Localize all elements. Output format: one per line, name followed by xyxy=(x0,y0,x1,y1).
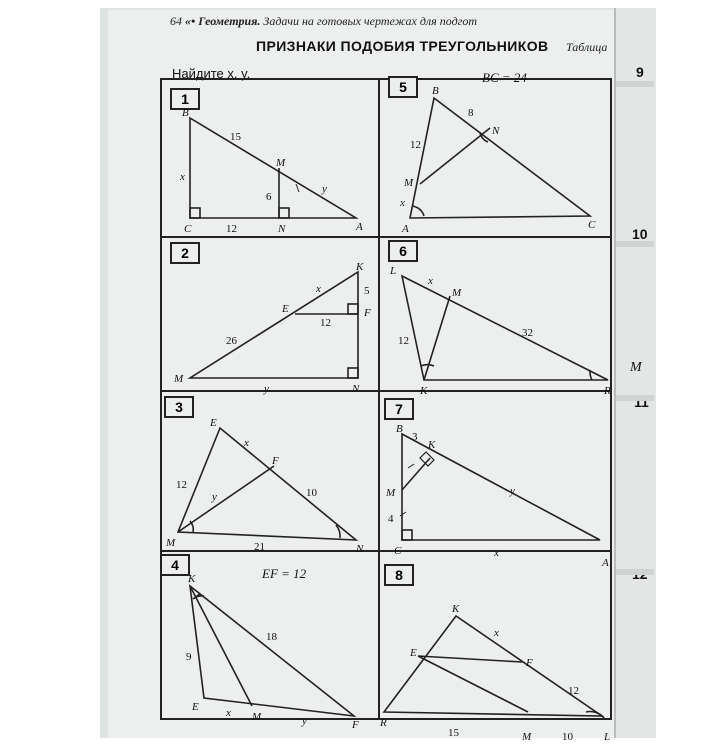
label-4-18: 18 xyxy=(266,631,277,643)
label-6-R: R xyxy=(604,385,611,397)
label-2-N: N xyxy=(352,383,360,395)
header-bullets: «• xyxy=(185,14,196,28)
next-page-number-12: 12 xyxy=(632,566,648,582)
label-1-15: 15 xyxy=(230,131,241,143)
label-3-F: F xyxy=(272,455,279,467)
table-label: Таблица xyxy=(566,40,608,54)
label-2-K: K xyxy=(356,261,364,273)
next-page-number-10: 10 xyxy=(632,226,648,242)
problem-4-condition: EF = 12 xyxy=(262,566,307,581)
figure-5-labels xyxy=(399,85,596,235)
label-7-M: M xyxy=(386,487,396,499)
label-4-F: F xyxy=(352,719,359,731)
label-2-F: F xyxy=(364,307,371,319)
problem-number-6: 6 xyxy=(388,240,418,262)
problem-number-5: 5 xyxy=(388,76,418,98)
label-3-21: 21 xyxy=(254,541,265,553)
label-8-E: E xyxy=(410,647,417,659)
label-1-y: y xyxy=(322,183,327,195)
label-2-y: y xyxy=(264,383,269,395)
label-7-C: C xyxy=(394,545,402,557)
label-1-M: M xyxy=(276,157,286,169)
label-8-L: L xyxy=(604,731,611,743)
label-7-K: K xyxy=(428,439,436,451)
label-6-L: L xyxy=(390,265,397,277)
label-2-x: x xyxy=(316,283,321,295)
problem-5-condition: BC = 24 xyxy=(482,70,527,85)
label-7-3: 3 xyxy=(412,431,418,443)
label-4-E: E xyxy=(192,701,199,713)
next-page-lines xyxy=(616,84,654,572)
label-2-26: 26 xyxy=(226,335,237,347)
next-page-number-9: 9 xyxy=(636,64,644,80)
label-3-M: M xyxy=(166,537,176,549)
figure-1 xyxy=(190,118,356,218)
figure-3-labels xyxy=(165,417,364,555)
label-3-N: N xyxy=(356,543,364,555)
problem-number-8: 8 xyxy=(384,564,414,586)
figure-2-labels xyxy=(173,261,371,395)
label-5-N: N xyxy=(492,125,500,137)
label-2-M: M xyxy=(174,373,184,385)
label-3-E: E xyxy=(210,417,217,429)
problem-number-3: 3 xyxy=(164,396,194,418)
label-2-5: 5 xyxy=(364,285,370,297)
figure-6 xyxy=(402,276,608,380)
label-5-B: B xyxy=(432,85,439,97)
page-title: ПРИЗНАКИ ПОДОБИЯ ТРЕУГОЛЬНИКОВ xyxy=(256,38,549,54)
figure-2 xyxy=(190,272,358,378)
label-7-B: B xyxy=(396,423,403,435)
label-3-12: 12 xyxy=(176,479,187,491)
book-title: Геометрия. xyxy=(198,14,261,28)
label-7-x: x xyxy=(494,547,499,559)
label-6-12: 12 xyxy=(398,335,409,347)
label-8-12: 12 xyxy=(568,685,579,697)
next-page-label-m: M xyxy=(630,360,642,375)
label-4-x: x xyxy=(226,707,231,719)
figure-7-labels xyxy=(385,423,609,569)
label-8-10: 10 xyxy=(562,731,573,743)
label-8-x: x xyxy=(494,627,499,639)
label-4-9: 9 xyxy=(186,651,192,663)
figure-1-labels xyxy=(179,107,363,235)
figure-4 xyxy=(190,586,354,716)
label-3-x: x xyxy=(244,437,249,449)
label-1-6: 6 xyxy=(266,191,272,203)
task-text: Найдите x, y. xyxy=(172,66,251,81)
page-number: 64 xyxy=(170,14,182,28)
next-page-number-11: 11 xyxy=(634,394,649,410)
book-subtitle: Задачи на готовых чертежах для подгот xyxy=(263,14,477,28)
label-5-12: 12 xyxy=(410,139,421,151)
label-5-M: M xyxy=(404,177,414,189)
label-8-F: F xyxy=(526,657,533,669)
label-6-M: M xyxy=(452,287,462,299)
label-4-y: y xyxy=(302,715,307,727)
label-1-N: N xyxy=(278,223,286,235)
label-5-C: C xyxy=(588,219,596,231)
problem-number-1: 1 xyxy=(170,88,200,110)
figure-6-labels xyxy=(389,265,611,397)
label-3-y: y xyxy=(212,491,217,503)
label-1-C: C xyxy=(184,223,192,235)
figure-5 xyxy=(410,98,590,218)
label-8-M: M xyxy=(522,731,532,743)
label-8-R: R xyxy=(380,717,387,729)
problem-number-2: 2 xyxy=(170,242,200,264)
label-4-K: K xyxy=(188,573,196,585)
label-1-12: 12 xyxy=(226,223,237,235)
label-7-y: y xyxy=(510,485,515,497)
figure-3 xyxy=(178,428,356,540)
label-1-A: A xyxy=(356,221,363,233)
label-1-x: x xyxy=(180,171,185,183)
label-5-x: x xyxy=(400,197,405,209)
label-6-K: K xyxy=(420,385,428,397)
label-1-B: B xyxy=(182,107,189,119)
problem-number-7: 7 xyxy=(384,398,414,420)
label-2-E: E xyxy=(282,303,289,315)
label-6-x: x xyxy=(428,275,433,287)
label-8-K: K xyxy=(452,603,460,615)
label-7-4: 4 xyxy=(388,513,394,525)
problem-number-4: 4 xyxy=(160,554,190,576)
label-6-32: 32 xyxy=(522,327,533,339)
label-5-A: A xyxy=(402,223,409,235)
label-2-12: 12 xyxy=(320,317,331,329)
label-8-15: 15 xyxy=(448,727,459,739)
label-5-8: 8 xyxy=(468,107,474,119)
label-3-10: 10 xyxy=(306,487,317,499)
label-7-A: A xyxy=(602,557,609,569)
label-4-M: M xyxy=(252,711,262,723)
